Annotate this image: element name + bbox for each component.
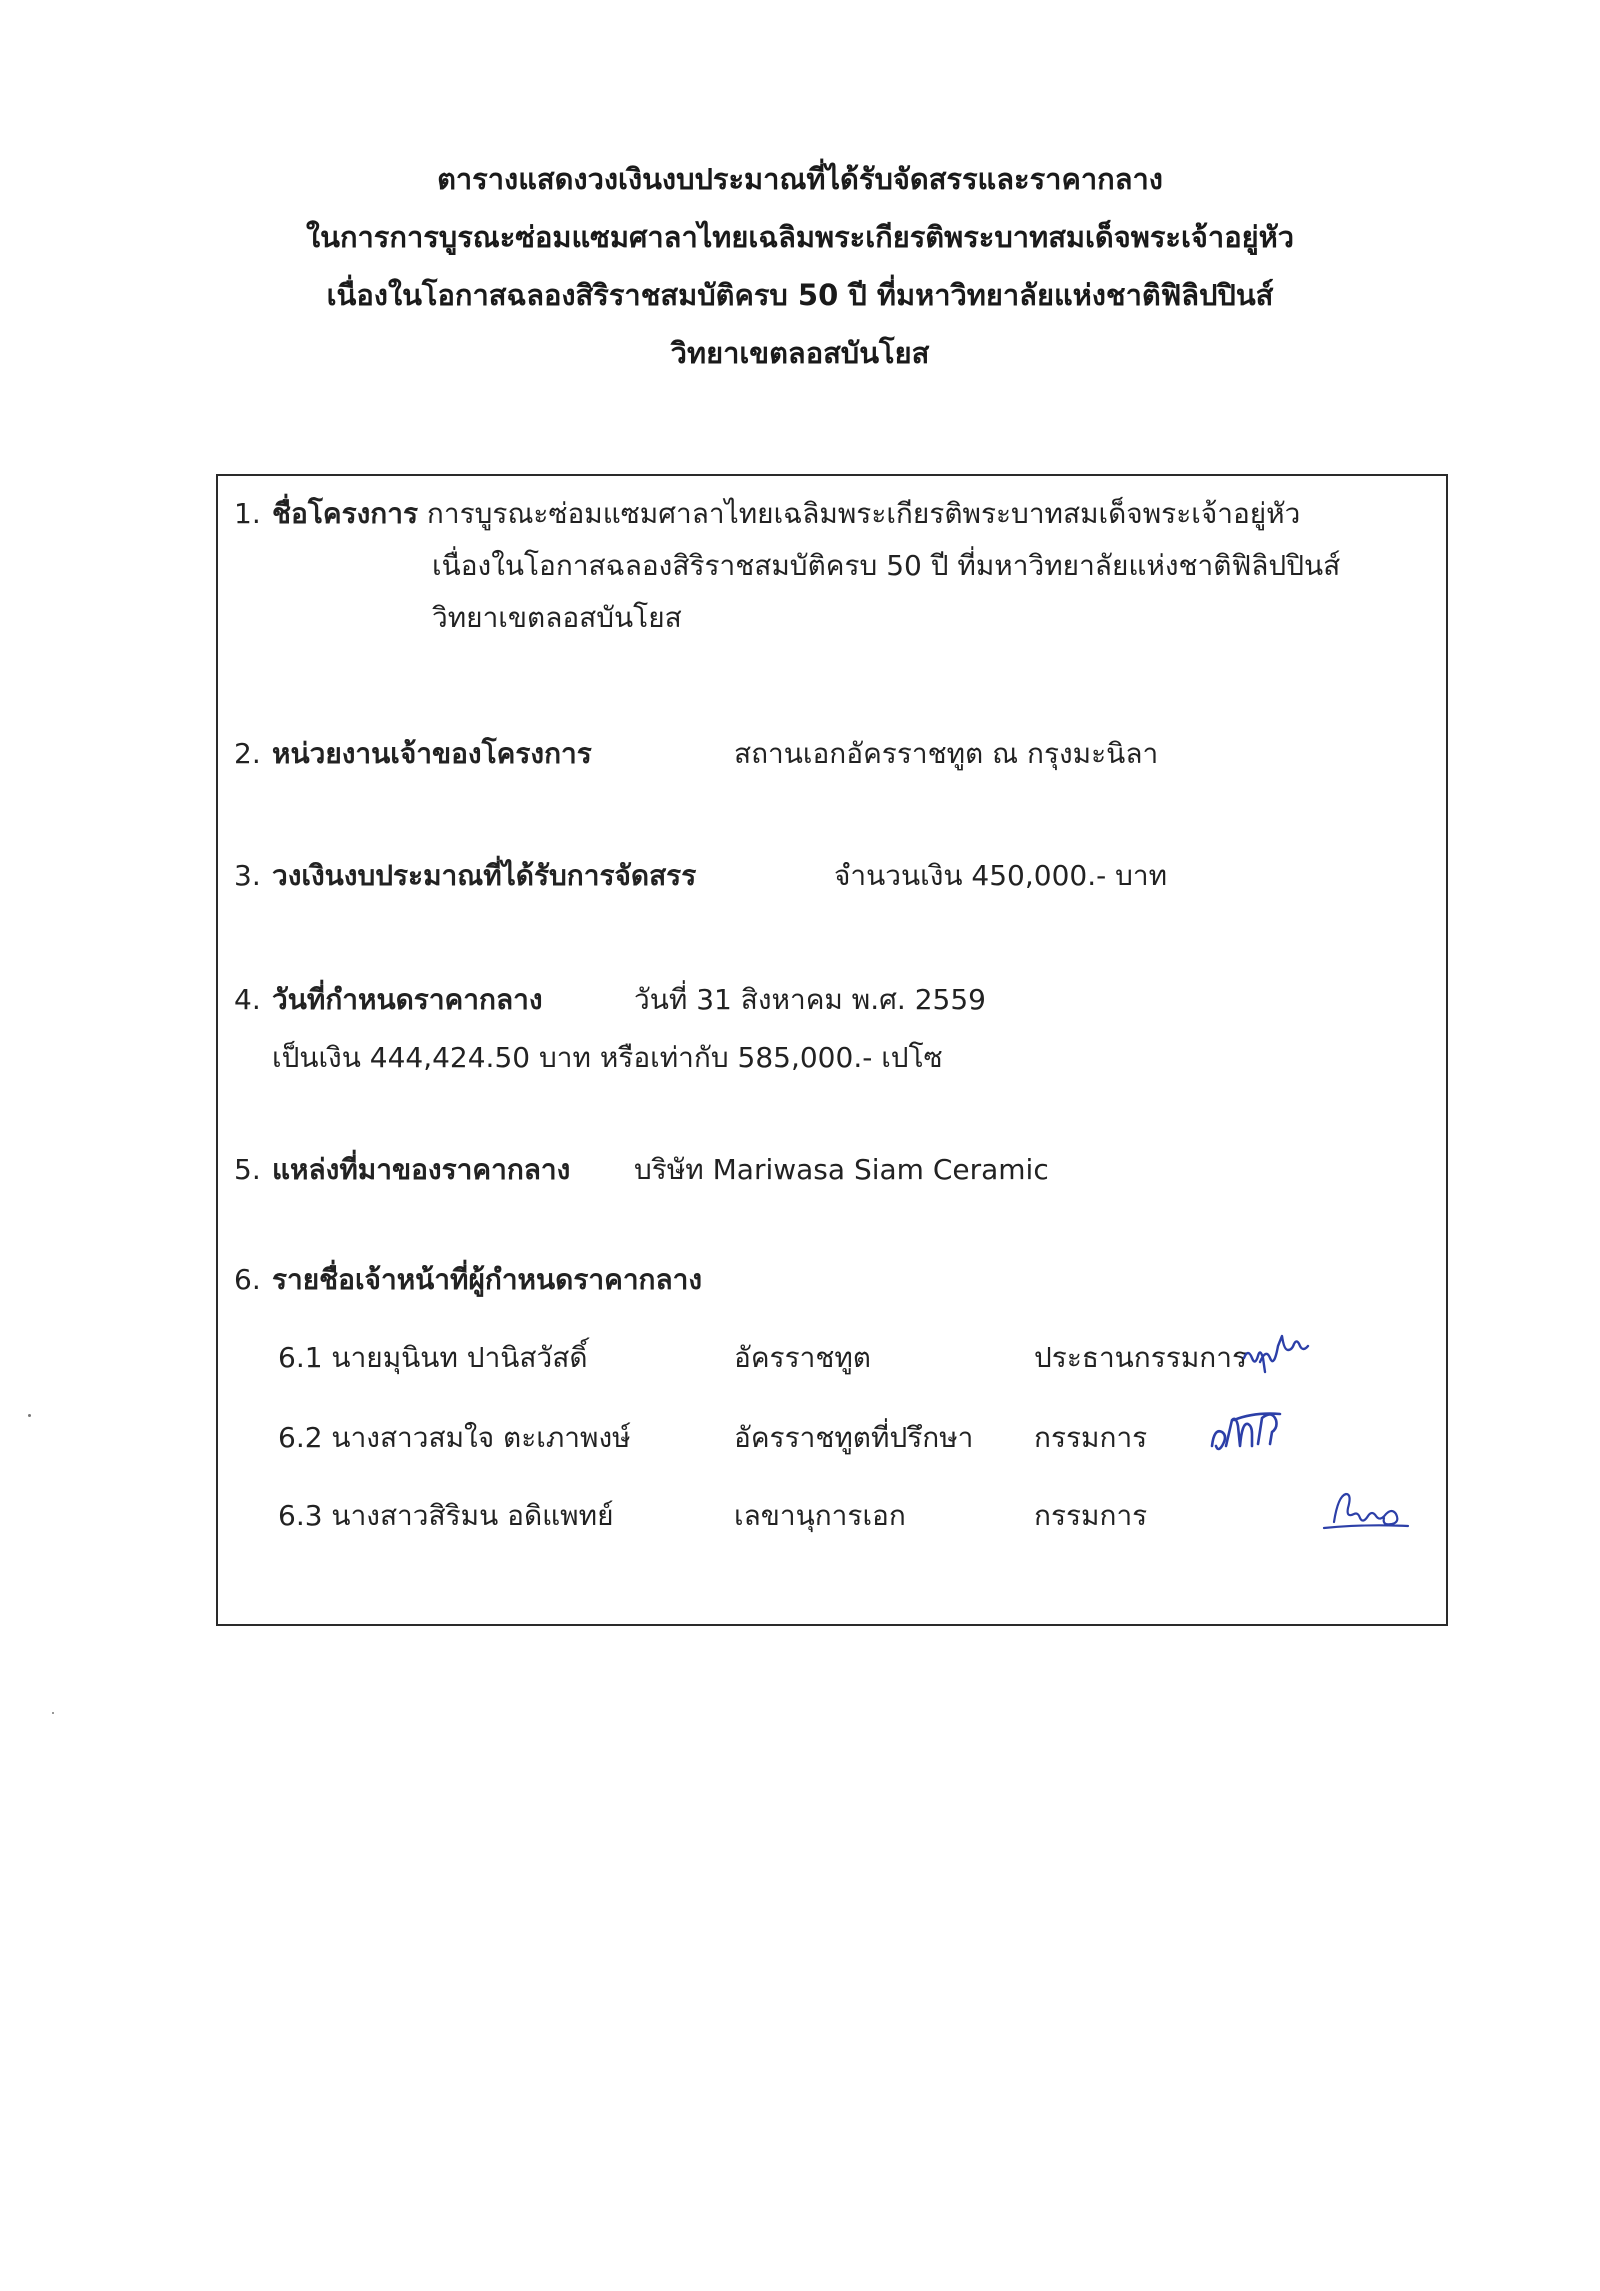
scan-speck: [52, 1712, 54, 1714]
member-1-name: 6.1 นายมุนินท ปานิสวัสดิ์: [278, 1341, 588, 1374]
item-3-number: 3.: [234, 859, 261, 892]
member-1-signature: [1238, 1328, 1328, 1380]
member-3-name: 6.3 นางสาวสิริมน อดิแพทย์: [278, 1499, 614, 1532]
member-3-role: กรรมการ: [1034, 1499, 1148, 1532]
item-1-row: [272, 496, 1300, 532]
item-5-value: บริษัท Mariwasa Siam Ceramic: [634, 1153, 1049, 1186]
item-4-label: วันที่กำหนดราคากลาง: [272, 983, 543, 1016]
member-2-name: 6.2 นางสาวสมใจ ตะเภาพงษ์: [278, 1421, 631, 1454]
item-5-label: แหล่งที่มาของราคากลาง: [272, 1153, 571, 1186]
item-1-value-line-2: เนื่องในโอกาสฉลองสิริราชสมบัติครบ 50 ปี ที่มหาวิทยาลัยแห่งชาติฟิลิปปินส์: [432, 549, 1341, 582]
item-1-number: 1.: [234, 497, 261, 530]
item-3-value: จำนวนเงิน 450,000.- บาท: [834, 859, 1168, 892]
item-1-value-line-1: การบูรณะซ่อมแซมศาลาไทยเฉลิมพระเกียรติพระบาทสมเด็จพระเจ้าอยู่หัว: [426, 497, 1301, 530]
member-2-role: กรรมการ: [1034, 1421, 1148, 1454]
item-6-number: 6.: [234, 1263, 261, 1296]
item-1-value-line-3: วิทยาเขตลอสบันโยส: [432, 601, 682, 634]
item-5-number: 5.: [234, 1153, 261, 1186]
member-3-signature: [1320, 1482, 1416, 1542]
item-1-label: ชื่อโครงการ: [272, 497, 419, 530]
title-line-1: ตารางแสดงวงเงินงบประมาณที่ได้รับจัดสรรและราคากลาง: [437, 162, 1163, 196]
item-4-value: วันที่ 31 สิงหาคม พ.ศ. 2559: [634, 983, 986, 1016]
item-2-value: สถานเอกอัครราชทูต ณ กรุงมะนิลา: [734, 737, 1159, 770]
member-2-position: อัครราชทูตที่ปรึกษา: [734, 1421, 974, 1454]
scan-speck: [28, 1414, 31, 1417]
item-6-label: รายชื่อเจ้าหน้าที่ผู้กำหนดราคากลาง: [272, 1263, 703, 1296]
item-3-label: วงเงินงบประมาณที่ได้รับการจัดสรร: [272, 859, 697, 892]
title-line-2: ในการการบูรณะซ่อมแซมศาลาไทยเฉลิมพระเกียรติพระบาทสมเด็จพระเจ้าอยู่หัว: [305, 220, 1295, 254]
item-2-label: หน่วยงานเจ้าของโครงการ: [272, 737, 592, 770]
title-line-3: เนื่องในโอกาสฉลองสิริราชสมบัติครบ 50 ปี ที่มหาวิทยาลัยแห่งชาติฟิลิปปินส์: [326, 278, 1274, 312]
content-box: [216, 474, 1448, 1626]
item-4-value-line-2: เป็นเงิน 444,424.50 บาท หรือเท่ากับ 585,000.- เปโซ: [272, 1041, 943, 1074]
document-title: [0, 150, 1600, 382]
member-1-role: ประธานกรรมการ: [1034, 1341, 1248, 1374]
item-4-number: 4.: [234, 983, 261, 1016]
title-line-4: วิทยาเขตลอสบันโยส: [670, 336, 930, 370]
member-3-position: เลขานุการเอก: [734, 1499, 906, 1532]
item-2-number: 2.: [234, 737, 261, 770]
member-2-signature: [1204, 1406, 1300, 1464]
member-1-position: อัครราชทูต: [734, 1341, 871, 1374]
